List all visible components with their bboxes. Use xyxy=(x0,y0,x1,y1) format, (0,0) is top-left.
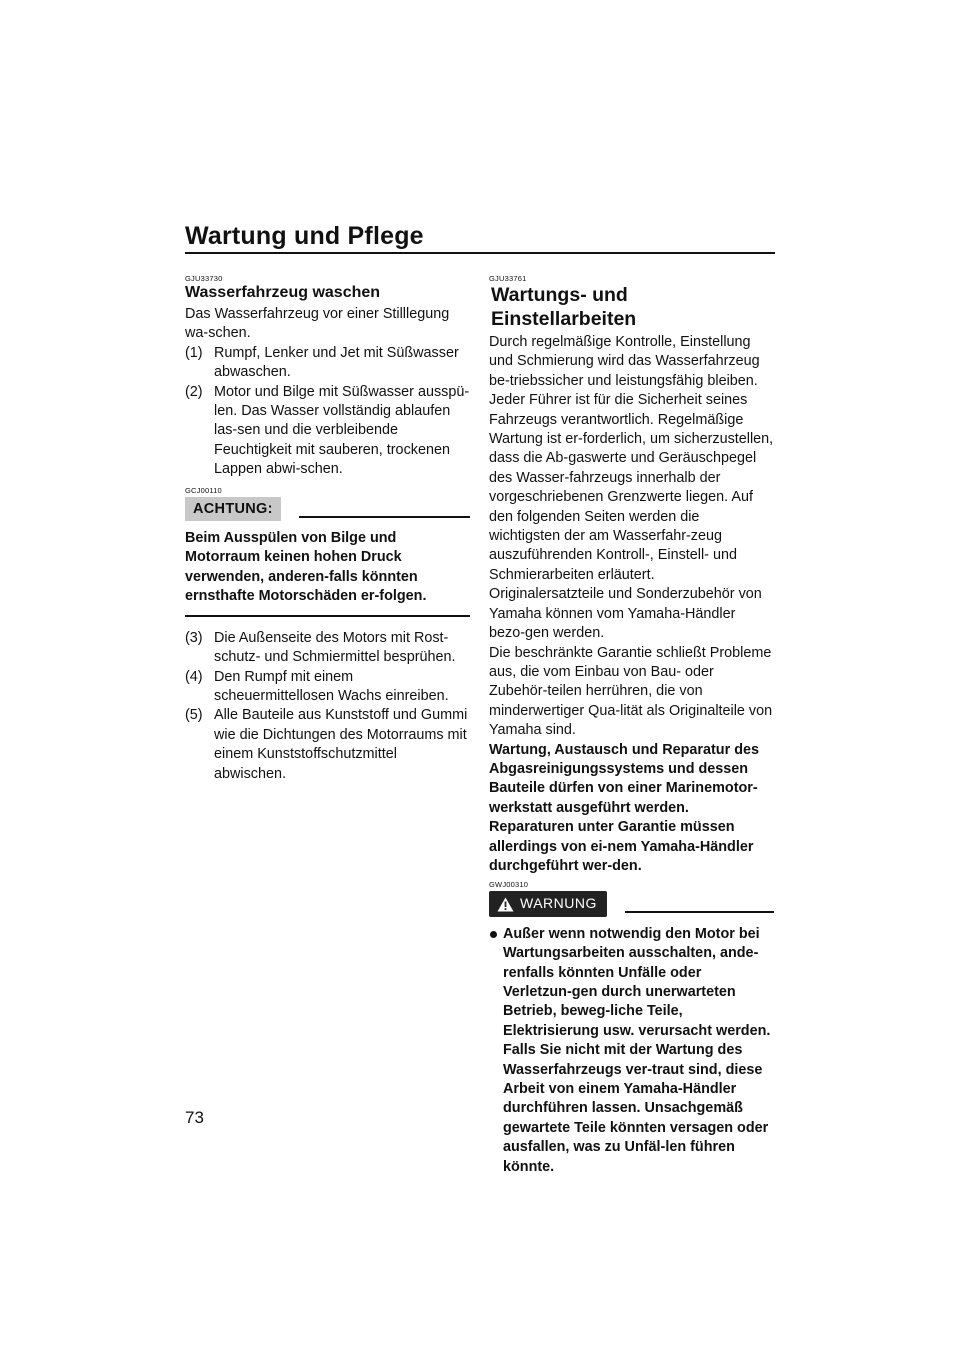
warning-code: GWJ00310 xyxy=(489,880,529,890)
step-item xyxy=(185,629,470,668)
left-column xyxy=(185,274,470,784)
caution-label: ACHTUNG: xyxy=(185,497,281,521)
step-text: Die Außenseite des Motors mit Rost-schutz- und Schmiermittel besprühen. xyxy=(214,629,456,666)
step-item xyxy=(185,706,470,784)
step-number: (1) xyxy=(185,344,203,361)
caution-code: GCJ00110 xyxy=(185,485,222,495)
right-column xyxy=(489,274,774,1177)
warning-list xyxy=(489,925,774,1177)
warning-badge xyxy=(489,891,607,916)
body-paragraph: Die beschränkte Garantie schließt Probleme aus, die vom Einbau von Bau- oder Zubehör-teilen herrühren, die von minderwertiger Qua-lität als Originalteile von Yamaha sind. xyxy=(489,644,773,739)
step-text: Den Rumpf mit einem scheuermittellosen Wachs einreiben. xyxy=(214,668,449,704)
body-paragraph: Durch regelmäßige Kontrolle, Einstellung und Schmierung wird das Wasserfahrzeug be-triebssicher und leistungsfähig bleiben. Jeder Führer ist für die Sicherheit seines Fahrzeugs verantwortlich. Regelmäßige Wartung ist er-forderlich, um sicherzustellen, dass die Ab-gaswerte und Geräuschpegel des Wasser-fahrzeugs innerhalb der vorgeschriebenen Grenzwerte liegen. Auf den folgenden Seiten werden die wichtigsten der am Wasserfahr-zeug auszuführenden Kontroll-, Einstell- und Schmierarbeiten erläutert. xyxy=(489,334,774,583)
step-list-continued xyxy=(185,629,470,784)
title-rule xyxy=(185,252,775,254)
page-title: Wartung und Pflege xyxy=(185,222,424,250)
warning-item xyxy=(489,925,774,1177)
intro-text: Das Wasserfahrzeug vor einer Stilllegung wa-schen. xyxy=(185,306,450,342)
warning-triangle-icon xyxy=(497,897,514,912)
warning-header xyxy=(489,891,774,916)
step-number: (5) xyxy=(185,707,203,724)
step-item xyxy=(185,383,470,480)
caution-rule xyxy=(299,516,470,518)
step-text: Alle Bauteile aus Kunststoff und Gummi wie die Dichtungen des Motorraums mit einem Kunststoffschutzmittel abwischen. xyxy=(214,707,468,782)
step-item xyxy=(185,344,470,383)
section-code: GJU33761 xyxy=(489,274,527,283)
step-item xyxy=(185,668,470,707)
page-number: 73 xyxy=(185,1108,204,1127)
bold-paragraph: Wartung, Austausch und Reparatur des Abgasreinigungssystems und dessen Bauteile dürfen von einer Marinemotor-werkstatt ausgeführt werden. Reparaturen unter Garantie müssen allerdings von ei-nem Yamaha-Händler durchgeführt wer-den. xyxy=(489,741,759,874)
step-text: Motor und Bilge mit Süßwasser ausspü-len. Das Wasser vollständig ablaufen las-sen und die verbleibende Feuchtigkeit mit sauberen, trockenen Lappen abwi-schen. xyxy=(214,383,470,478)
caution-text: Beim Ausspülen von Bilge und Motorraum keinen hohen Druck verwenden, anderen-falls könnten ernsthafte Motorschäden er-folgen. xyxy=(185,530,427,605)
caution-end-rule xyxy=(185,615,470,617)
section-code: GJU33730 xyxy=(185,274,223,283)
warning-text: Außer wenn notwendig den Motor bei Wartungsarbeiten ausschalten, ande-renfalls könnten Unfälle oder Verletzun-gen durch unerwarteten Betrieb, beweg-liche Teile, Elektrisierung usw. verursacht werden. Falls Sie nicht mit der Wartung des Wasserfahrzeugs ver-traut sind, diese Arbeit von einem Yamaha-Händler durchführen lassen. Unsachgemäß gewartete Teile könnten versagen oder ausfallen, was zu Unfäl-len führen könnte. xyxy=(503,925,771,1175)
step-number: (2) xyxy=(185,383,203,400)
section-heading: Wartungs- und Einstellarbeiten xyxy=(491,284,637,330)
caution-header xyxy=(185,497,470,521)
body-paragraph: Originalersatzteile und Sonderzubehör von Yamaha können vom Yamaha-Händler bezo-gen werden. xyxy=(489,586,762,642)
warning-label: WARNUNG xyxy=(520,895,597,912)
warning-rule xyxy=(625,911,774,913)
step-number: (3) xyxy=(185,629,203,646)
bullet-icon xyxy=(490,931,497,938)
section-heading: Wasserfahrzeug waschen xyxy=(185,284,381,301)
step-text: Rumpf, Lenker und Jet mit Süßwasser abwaschen. xyxy=(214,344,459,381)
step-number: (4) xyxy=(185,668,203,685)
step-list xyxy=(185,344,470,480)
